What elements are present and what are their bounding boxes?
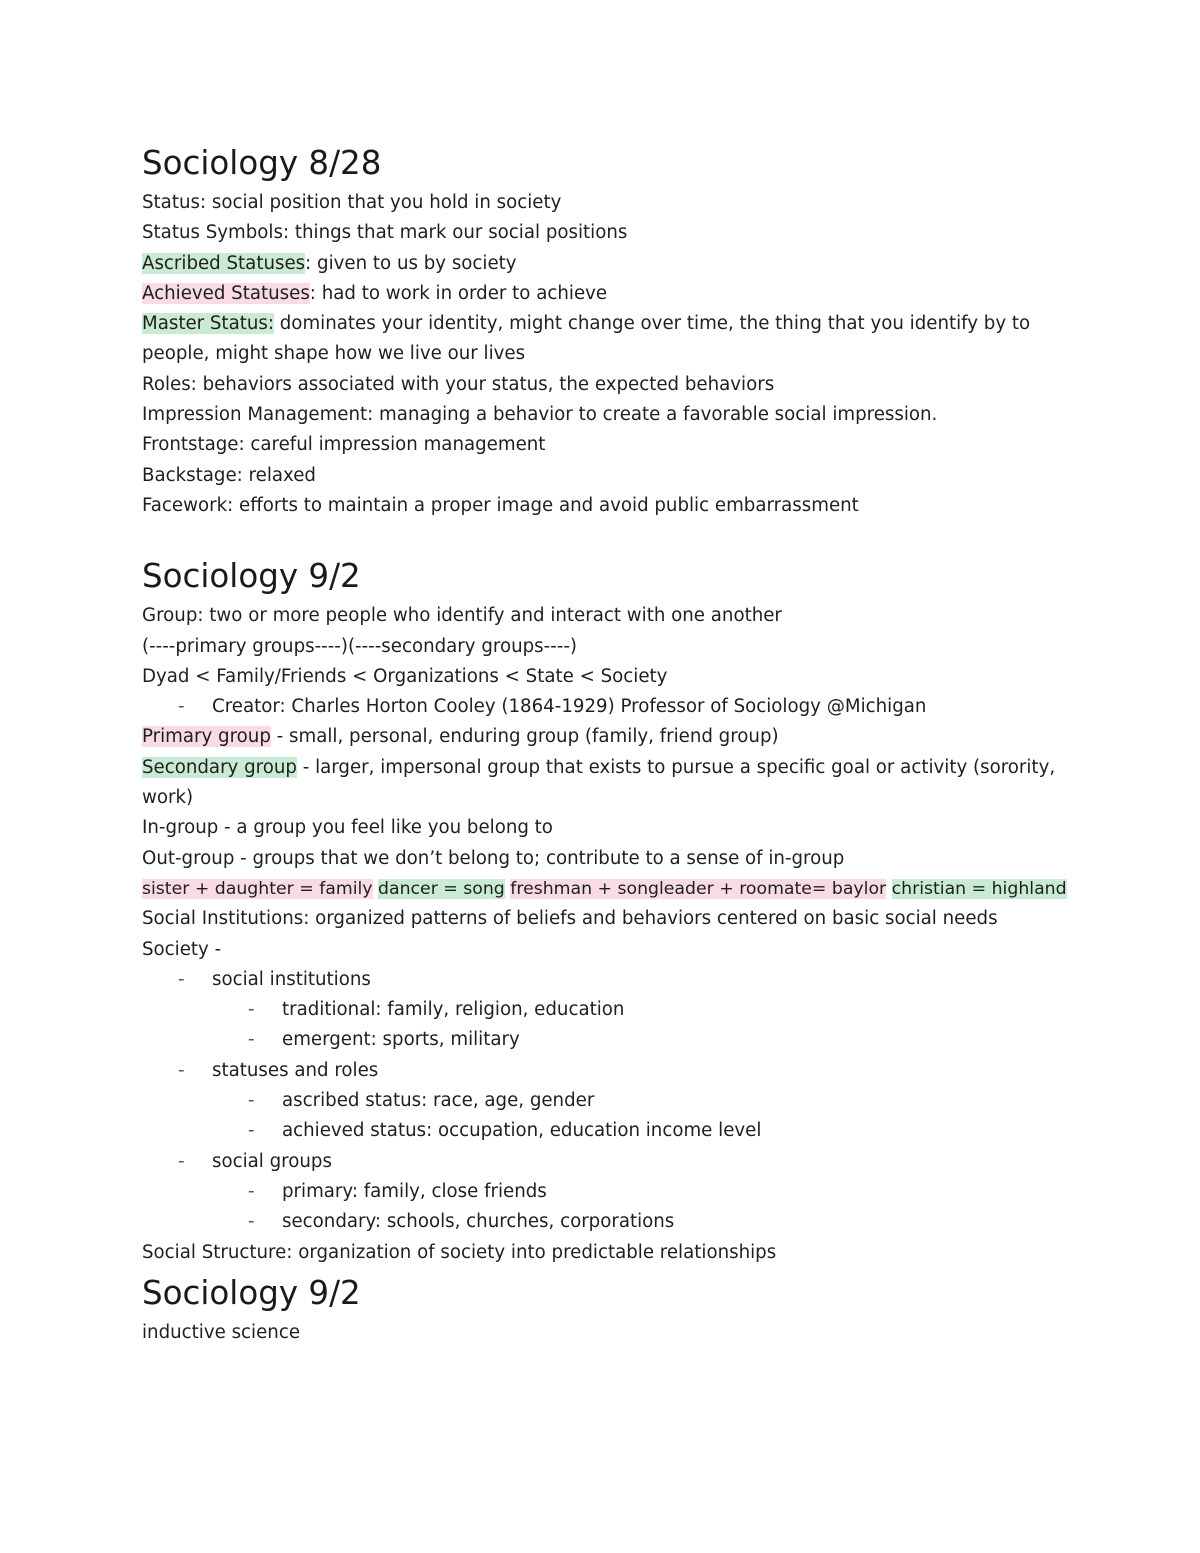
definition-text: dominates your identity, might change over time, the thing that you identify by to people, might shape how we live our lives: [142, 313, 1031, 365]
text-line-society: Society -: [142, 938, 222, 960]
section-9-2: [142, 551, 1082, 1268]
list-item-text: social groups: [212, 1150, 332, 1172]
text-line-secondary-group: [142, 753, 1082, 814]
highlighted-term: Primary group: [142, 726, 271, 748]
section-heading: Sociology 9/2: [142, 557, 361, 596]
definition-text: - larger, impersonal group that exists to pursue a specific goal or activity (sorority, work): [142, 756, 1056, 809]
text-line-social-structure: Social Structure: organization of society into predictable relationships: [142, 1241, 777, 1263]
highlighted-term: Master Status:: [142, 313, 274, 335]
text-line-continuum: (----primary groups----)(----secondary groups----): [142, 635, 577, 657]
bullet: -: [248, 1120, 255, 1142]
text-line-group: Group: two or more people who identify and interact with one another: [142, 605, 782, 627]
list-item-text: traditional: family, religion, education: [282, 999, 625, 1021]
text-line-backstage: Backstage: relaxed: [142, 464, 316, 486]
bullet: -: [178, 968, 185, 990]
definition-text: - small, personal, enduring group (family, friend group): [270, 726, 779, 748]
text-line-dyad: Dyad < Family/Friends < Organizations < State < Society: [142, 665, 668, 687]
text-line-roles: Roles: behaviors associated with your status, the expected behaviors: [142, 373, 775, 395]
list-item: [142, 1177, 1082, 1207]
text-line-impression: Impression Management: managing a behavior to create a favorable social impression.: [142, 404, 938, 426]
text-line-social-institutions: Social Institutions: organized patterns of beliefs and behaviors centered on basic social needs: [142, 908, 998, 930]
text-line-status: Status: social position that you hold in society: [142, 192, 562, 213]
highlighted-term: Ascribed Statuses: [142, 252, 306, 274]
document-content: [142, 138, 1082, 1348]
text-line-out-group: Out-group - groups that we don’t belong to; contribute to a sense of in-group: [142, 847, 845, 869]
list-item: [142, 995, 1082, 1025]
list-item-text: ascribed status: race, age, gender: [282, 1090, 595, 1112]
text-line-frontstage: Frontstage: careful impression management: [142, 434, 546, 456]
list-item-text: achieved status: occupation, education income level: [282, 1120, 762, 1142]
text-line-master-status: [142, 309, 1082, 370]
list-item-text: social institutions: [212, 968, 371, 990]
definition-text: : given to us by society: [305, 252, 517, 274]
bullet: -: [178, 1150, 185, 1172]
bullet: -: [248, 1090, 255, 1112]
list-item-text: emergent: sports, military: [282, 1029, 520, 1051]
highlighted-term: Achieved Statuses: [142, 282, 310, 304]
text-line-primary-group: [142, 722, 1082, 752]
bullet: -: [248, 1211, 255, 1233]
section-9-2-continued: [142, 1268, 1082, 1348]
text-line-ascribed: [142, 249, 1082, 279]
text-line-achieved: [142, 279, 1082, 309]
list-item: [142, 1147, 1082, 1177]
list-item-text: statuses and roles: [212, 1059, 379, 1081]
section-8-28: [142, 138, 1082, 521]
bullet: -: [178, 696, 185, 718]
list-item: [142, 965, 1082, 995]
text-line-status-symbols: Status Symbols: things that mark our social positions: [142, 222, 628, 244]
section-heading: Sociology 9/2: [142, 1273, 361, 1312]
text-line-facework: Facework: efforts to maintain a proper image and avoid public embarrassment: [142, 494, 859, 516]
section-heading: Sociology 8/28: [142, 144, 382, 182]
list-item: [142, 1116, 1082, 1146]
highlighted-example: dancer = song: [378, 878, 505, 899]
list-item-text: Creator: Charles Horton Cooley (1864-1929) Professor of Sociology @Michigan: [212, 696, 927, 718]
text-line-in-group: In-group - a group you feel like you belong to: [142, 817, 553, 839]
text-line-inductive: inductive science: [142, 1321, 301, 1343]
highlighted-example: sister + daughter = family: [142, 878, 373, 899]
list-item-text: primary: family, close friends: [282, 1180, 547, 1202]
text-line-highlight-examples: [142, 874, 1082, 904]
list-item: [142, 1025, 1082, 1055]
highlighted-term: Secondary group: [142, 756, 297, 778]
list-item: [142, 1056, 1082, 1086]
bullet: -: [248, 999, 255, 1021]
list-item: [142, 1086, 1082, 1116]
highlighted-example: freshman + songleader + roomate= baylor: [510, 878, 887, 899]
bullet: -: [248, 1029, 255, 1051]
highlighted-example: christian = highland: [891, 878, 1067, 899]
list-item: [142, 1207, 1082, 1237]
definition-text: : had to work in order to achieve: [309, 282, 608, 304]
list-item-text: secondary: schools, churches, corporations: [282, 1211, 675, 1233]
bullet: -: [178, 1059, 185, 1081]
list-item-creator: [142, 692, 1082, 722]
bullet: -: [248, 1180, 255, 1202]
